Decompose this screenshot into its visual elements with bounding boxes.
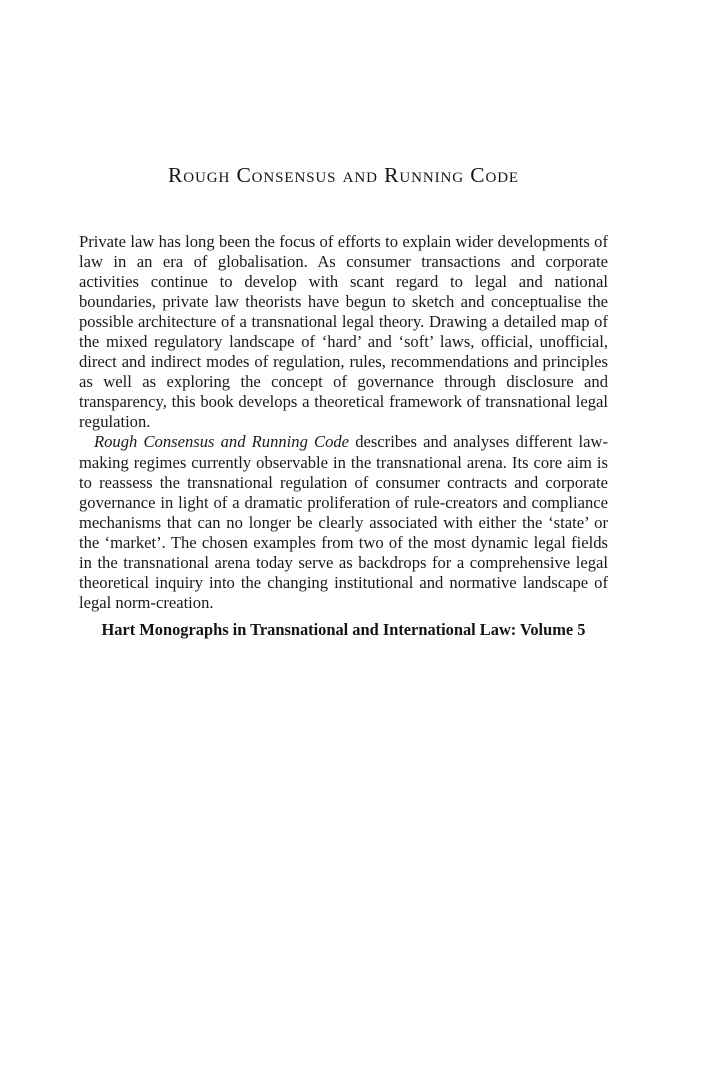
abstract-paragraph-1: Private law has long been the focus of efforts to explain wider developments of law in an era of globalisation. As consumer transactions and corporate activities continue to develop with scant regard to legal and national boundaries, private law theorists have begun to sketch and conceptualise the possible architecture of a transnational legal theory. Drawing a detailed map of the mixed regulatory landscape of ‘hard’ and ‘soft’ laws, official, unofficial, direct and indirect modes of regulation, rules, recommendations and principles as well as exploring the concept of governance through disclosure and transparency, this book develops a theoretical framework of transnational legal regulation. [79, 232, 608, 432]
series-volume-line: Hart Monographs in Transnational and International Law: Volume 5 [101, 620, 586, 639]
abstract-paragraph-2 [79, 432, 608, 612]
abstract-block [79, 232, 608, 613]
page-title: Rough Consensus and Running Code [168, 163, 519, 187]
abstract-paragraph-2-text: describes and analyses different law-making regimes currently observable in the transnational arena. Its core aim is to reassess the transnational regulation of consumer contracts and corporate governance in light of a dramatic proliferation of rule-creators and compliance mechanisms that can no longer be clearly associated with either the ‘state’ or the ‘market’. The chosen examples from two of the most dynamic legal fields in the transnational arena today serve as backdrops for a comprehensive legal theoretical inquiry into the changing institutional and normative landscape of legal norm-creation. [79, 432, 608, 612]
book-title-italic: Rough Consensus and Running Code [94, 432, 350, 452]
